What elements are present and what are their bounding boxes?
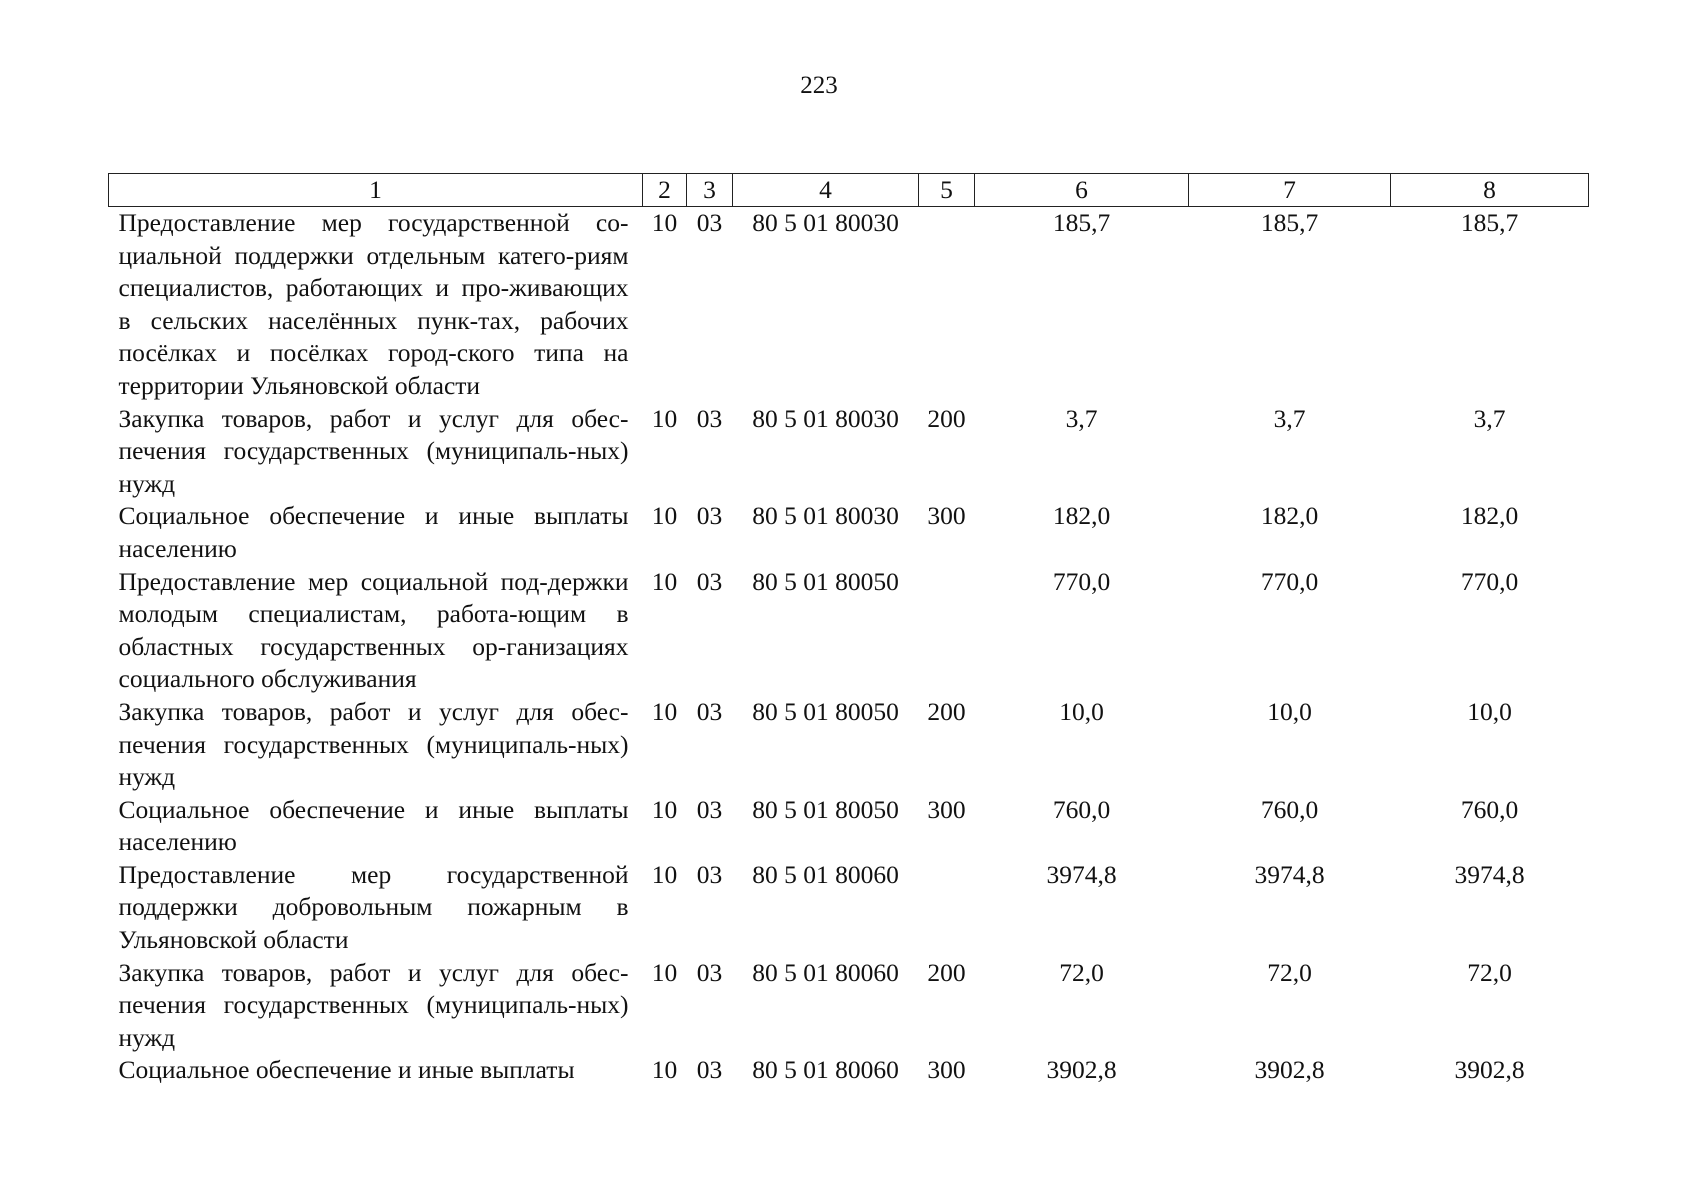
row-section: 10 <box>651 566 678 596</box>
row-expense-type: 300 <box>927 1055 966 1085</box>
row-name: Предоставление мер государственной со-циальной поддержки отдельным катего-риям специалистов, работающих и про-живающих в сельских населённых пунк-тах, рабочих посёлках и посёлках город-ского типа на территории Ульяновской области <box>118 208 629 400</box>
row-value-col8: 3902,8 <box>1454 1055 1525 1085</box>
row-value-col8: 3,7 <box>1473 403 1506 433</box>
row-expense-type <box>919 859 975 957</box>
row-subsection: 03 <box>696 208 723 237</box>
header-col-1: 1 <box>109 174 643 207</box>
header-col-7: 7 <box>1189 174 1391 207</box>
row-subsection: 03 <box>696 859 723 889</box>
table-row <box>109 696 1589 794</box>
row-target-code: 80 5 01 80060 <box>752 1055 899 1085</box>
row-subsection: 03 <box>696 794 723 824</box>
header-col-5: 5 <box>919 174 975 207</box>
row-value-col6: 182,0 <box>1052 501 1111 531</box>
header-col-2: 2 <box>643 174 687 207</box>
row-name: Закупка товаров, работ и услуг для обес-печения государственных (муниципаль-ных) нужд <box>118 957 629 1052</box>
row-subsection: 03 <box>696 696 723 726</box>
row-section: 10 <box>651 859 678 889</box>
row-target-code: 80 5 01 80050 <box>752 696 899 726</box>
row-value-col6: 72,0 <box>1059 957 1104 987</box>
table-row <box>109 500 1589 565</box>
row-expense-type <box>919 207 975 403</box>
row-subsection: 03 <box>696 403 723 433</box>
page-number-text: 223 <box>800 72 838 99</box>
row-value-col8: 770,0 <box>1460 566 1519 596</box>
row-value-col7: 3,7 <box>1273 403 1306 433</box>
table-row <box>109 859 1589 957</box>
row-value-col6: 3974,8 <box>1046 859 1117 889</box>
header-row <box>109 174 1589 207</box>
row-subsection: 03 <box>696 957 723 987</box>
row-name: Социальное обеспечение и иные выплаты <box>118 1055 575 1085</box>
row-subsection: 03 <box>696 1055 723 1085</box>
header-col-4: 4 <box>733 174 919 207</box>
row-value-col8: 185,7 <box>1460 208 1519 237</box>
row-expense-type: 300 <box>927 501 966 531</box>
row-value-col7: 3974,8 <box>1254 859 1325 889</box>
budget-table-container <box>108 173 1589 1087</box>
row-subsection: 03 <box>696 566 723 596</box>
row-section: 10 <box>651 208 678 237</box>
row-value-col8: 760,0 <box>1460 794 1519 824</box>
row-section: 10 <box>651 1055 678 1085</box>
row-value-col6: 3,7 <box>1065 403 1098 433</box>
row-name: Закупка товаров, работ и услуг для обес-печения государственных (муниципаль-ных) нужд <box>118 403 629 498</box>
table-body <box>109 207 1589 1088</box>
row-name: Социальное обеспечение и иные выплаты населению <box>118 501 629 563</box>
table-header <box>109 174 1589 207</box>
row-value-col6: 760,0 <box>1052 794 1111 824</box>
row-target-code: 80 5 01 80030 <box>752 208 899 237</box>
row-value-col8: 10,0 <box>1467 696 1512 726</box>
row-target-code: 80 5 01 80030 <box>752 403 899 433</box>
row-value-col6: 10,0 <box>1059 696 1104 726</box>
row-section: 10 <box>651 696 678 726</box>
row-value-col7: 10,0 <box>1267 696 1312 726</box>
row-expense-type: 200 <box>927 696 966 726</box>
row-target-code: 80 5 01 80060 <box>752 859 899 889</box>
row-value-col8: 182,0 <box>1460 501 1519 531</box>
row-name: Предоставление мер государственной поддержки добровольным пожарным в Ульяновской области <box>118 859 629 955</box>
header-col-3: 3 <box>687 174 733 207</box>
row-section: 10 <box>651 957 678 987</box>
row-expense-type: 300 <box>927 794 966 824</box>
row-expense-type: 200 <box>927 957 966 987</box>
header-col-6: 6 <box>975 174 1189 207</box>
row-section: 10 <box>651 403 678 433</box>
row-target-code: 80 5 01 80050 <box>752 566 899 596</box>
row-name: Предоставление мер социальной под-держки молодым специалистам, работа-ющим в областных государственных ор-ганизациях социального обслуживания <box>118 566 629 694</box>
row-target-code: 80 5 01 80050 <box>752 794 899 824</box>
row-value-col7: 770,0 <box>1260 566 1319 596</box>
row-name: Социальное обеспечение и иные выплаты населению <box>118 794 629 857</box>
header-col-8: 8 <box>1391 174 1589 207</box>
row-value-col8: 72,0 <box>1467 957 1512 987</box>
row-section: 10 <box>651 794 678 824</box>
row-value-col6: 185,7 <box>1052 208 1111 237</box>
row-expense-type <box>919 566 975 696</box>
row-value-col7: 185,7 <box>1260 208 1319 237</box>
row-value-col6: 3902,8 <box>1046 1055 1117 1085</box>
table-row <box>109 957 1589 1055</box>
budget-table <box>108 173 1589 1087</box>
row-name: Закупка товаров, работ и услуг для обес-печения государственных (муниципаль-ных) нужд <box>118 696 629 792</box>
row-expense-type: 200 <box>927 403 966 433</box>
row-value-col8: 3974,8 <box>1454 859 1525 889</box>
row-target-code: 80 5 01 80030 <box>752 501 899 531</box>
row-subsection: 03 <box>696 501 723 531</box>
table-row <box>109 403 1589 501</box>
table-row <box>109 794 1589 859</box>
row-value-col7: 182,0 <box>1260 501 1319 531</box>
row-section: 10 <box>651 501 678 531</box>
page-number <box>0 72 1698 100</box>
table-row <box>109 566 1589 696</box>
row-value-col7: 760,0 <box>1260 794 1319 824</box>
row-value-col6: 770,0 <box>1052 566 1111 596</box>
table-row <box>109 207 1589 403</box>
row-value-col7: 72,0 <box>1267 957 1312 987</box>
row-target-code: 80 5 01 80060 <box>752 957 899 987</box>
table-row <box>109 1054 1589 1087</box>
row-value-col7: 3902,8 <box>1254 1055 1325 1085</box>
